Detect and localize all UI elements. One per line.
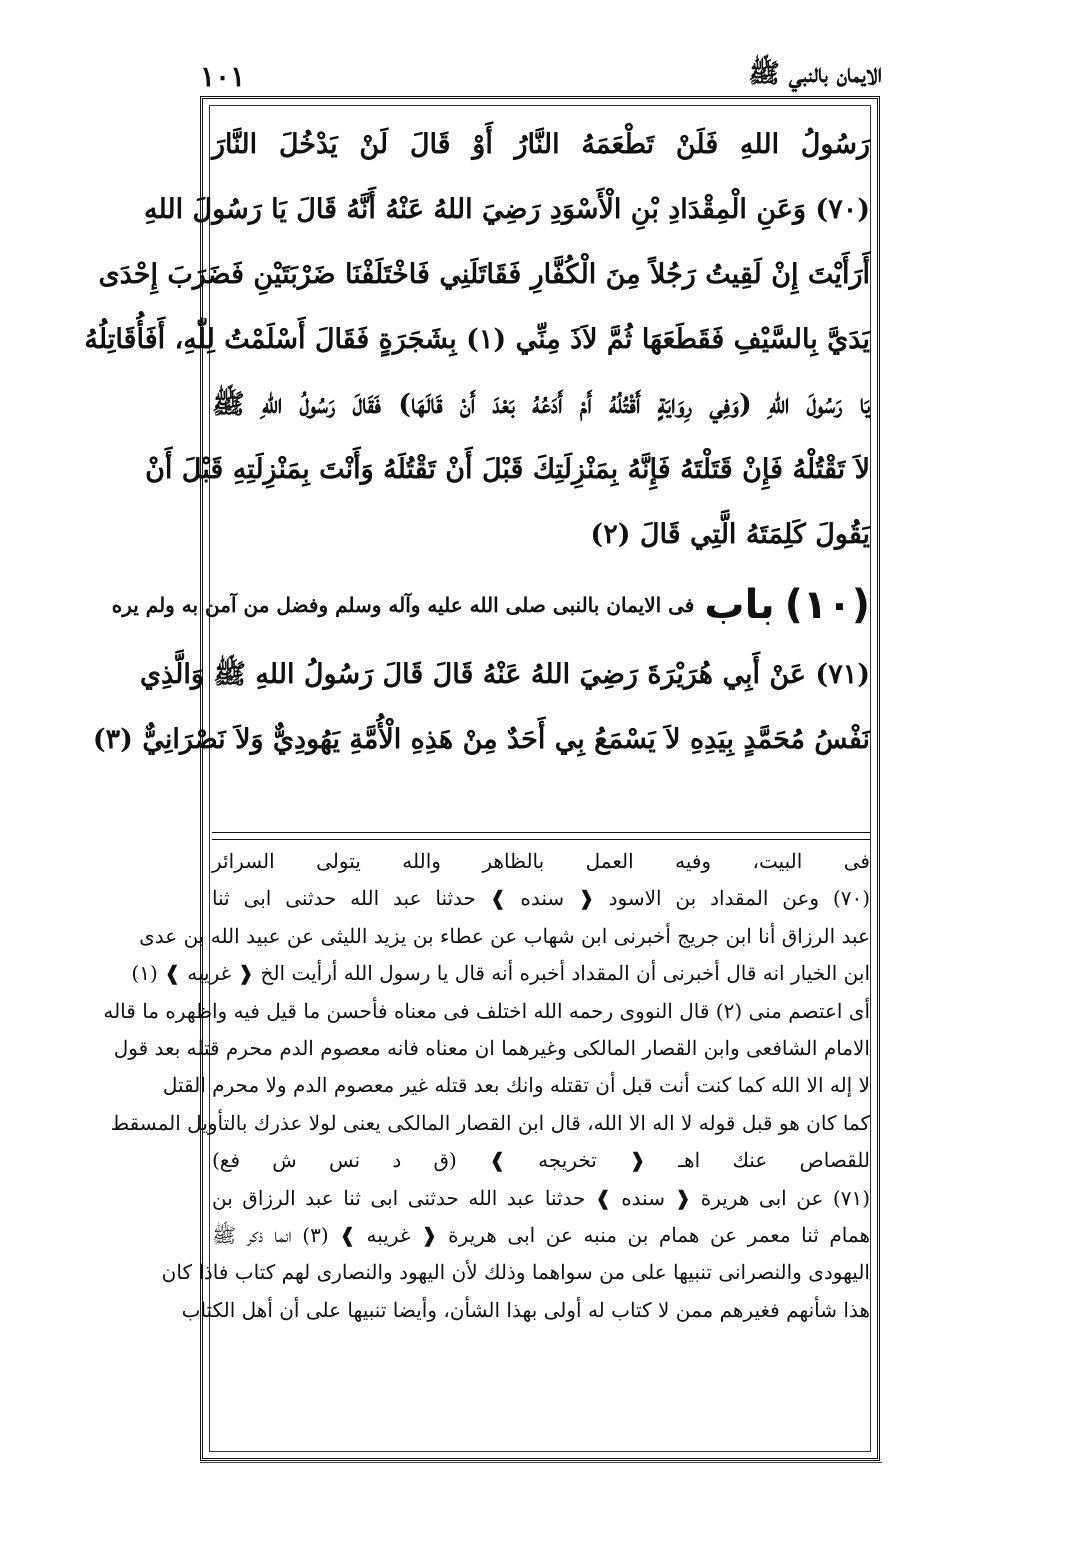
hadith-line: (٧٠) وَعَنِ الْمِقْدَادِ بْنِ الْأَسْوَدِ رَضِيَ اللهُ عَنْهُ أَنَّهُ قَالَ يَا رَسُولَ اللهِ <box>143 194 870 225</box>
commentary-line: همام ثنا معمر عن همام بن منبه عن ابى هريرة ❰ غريبه ❱ (٣) انما ذكر ﷺ <box>212 1222 870 1247</box>
section-divider <box>212 832 870 840</box>
hadith-line: يَا رَسُولَ اللهِ (وَفِي رِوَايَةٍ أَقْتُلُهُ أَمْ أَدَعُهُ بَعْدَ أَنْ قَالَهَا) فَقَالَ رَسُولُ اللهِ ﷺ <box>212 389 870 420</box>
commentary-line: اليهودى والنصرانى تنبيها على من سواهما وذلك لأن اليهود والنصارى لهم كتاب فاذا كان <box>161 1260 870 1285</box>
commentary-line: ابن الخيار انه قال أخبرنى أن المقداد أخبره أنه قال يا رسول الله أرأيت الخ ❰ غريبه ❱ (١) <box>131 961 870 986</box>
hadith-line: رَسُولُ اللهِ فَلَنْ تَطْعَمَهُ النَّارُ أَوْ قَالَ لَنْ يَدْخُلَ النَّارَ <box>212 129 870 160</box>
commentary-line: الامام الشافعى وابن القصار المالكى وغيرهما ان معناه فانه معصوم الدم محرم قتله بعد قول <box>113 1035 870 1060</box>
hadith-line: لاَ تَقْتُلْهُ فَإِنْ قَتَلْتَهُ فَإِنَّهُ بِمَنْزِلَتِكَ قَبْلَ أَنْ تَقْتُلَهُ وَأَنْتَ بِمَنْزِلَتِهِ قَبْلَ أَنْ <box>145 454 870 485</box>
hadith-text <box>84 112 870 772</box>
commentary-line: (٧٠) وعن المقداد بن الاسود ❰ سنده ❱ حدثنا عبد الله حدثنى ابى ثنا <box>212 886 870 911</box>
chapter-number: (١٠) <box>784 581 870 628</box>
page-number: ١٠١ <box>200 59 246 93</box>
commentary-line: عبد الرزاق أنا ابن جريج أخبرنى ابن شهاب عن عطاء بن يزيد الليثى عن عبيد الله بن عدى <box>139 923 870 948</box>
commentary-line: كما كان هو قبل قوله لا اله الا الله، قال ابن القصار المالكى يعنى لولا عذرك بالتأويل المسقط <box>110 1110 870 1135</box>
commentary-line: هذا شأنهم فغيرهم ممن لا كتاب له أولى بهذا الشأن، وأيضا تنبيها على أن أهل الكتاب <box>181 1297 870 1322</box>
commentary-line: أى اعتصم منى (٢) قال النووى رحمه الله اختلف فى معناه فأحسن ما قيل فيه واظهره ما قاله <box>103 998 870 1023</box>
running-title: الايمان بالنبي ﷺ <box>748 59 882 89</box>
hadith-line: أَرَأَيْتَ إِنْ لَقِيتُ رَجُلاً مِنَ الْكُفَّارِ فَقَاتَلَنِي فَاخْتَلَفْنَا ضَرْبَتَيْنِ فَضَرَبَ إِحْدَى <box>98 259 870 290</box>
page-header <box>200 58 882 94</box>
hadith-line: (٧١) عَنْ أَبِي هُرَيْرَةَ رَضِيَ اللهُ عَنْهُ قَالَ قَالَ رَسُولُ اللهِ ﷺ وَالَّذِي <box>139 659 870 690</box>
chapter-label: باب <box>704 581 775 628</box>
commentary-line: (٧١) عن ابى هريرة ❰ سنده ❱ حدثنا عبد الله حدثنى ابى ثنا عبد الرزاق بن <box>212 1185 870 1210</box>
hadith-line: يَقُولَ كَلِمَتَهُ الَّتِي قَالَ (٢) <box>590 519 870 550</box>
footer-rule <box>200 1462 882 1466</box>
hadith-line: نَفْسُ مُحَمَّدٍ بِيَدِهِ لاَ يَسْمَعُ بِي أَحَدٌ مِنْ هَذِهِ الْأُمَّةِ يَهُودِيٌّ وَلاَ نَصْرَانِيٌّ (٣) <box>92 724 870 755</box>
commentary-line: للقصاص عنك اهـ ❰ تخريجه ❱ (ق د نس ش فع) <box>212 1148 870 1173</box>
chapter-title: فى الايمان بالنبى صلى الله عليه وآله وسلم وفضل من آمن به ولم يره <box>111 592 695 617</box>
commentary-line: فى البيت، وفيه العمل بالظاهر والله يتولى السرائر <box>212 849 870 873</box>
hadith-line: يَدَيَّ بِالسَّيْفِ فَقَطَعَهَا ثُمَّ لاَذَ مِنِّي (١) بِشَجَرَةٍ فَقَالَ أَسْلَمْتُ لِلّٰهِ، أَفَأُقَاتِلُهُ <box>84 324 870 355</box>
commentary-text <box>103 843 870 1329</box>
commentary-line: لا إله الا الله كما كنت أنت قبل أن تقتله وانك بعد قتله غير معصوم الدم ولا محرم القتل <box>162 1073 870 1098</box>
chapter-heading <box>111 567 870 642</box>
